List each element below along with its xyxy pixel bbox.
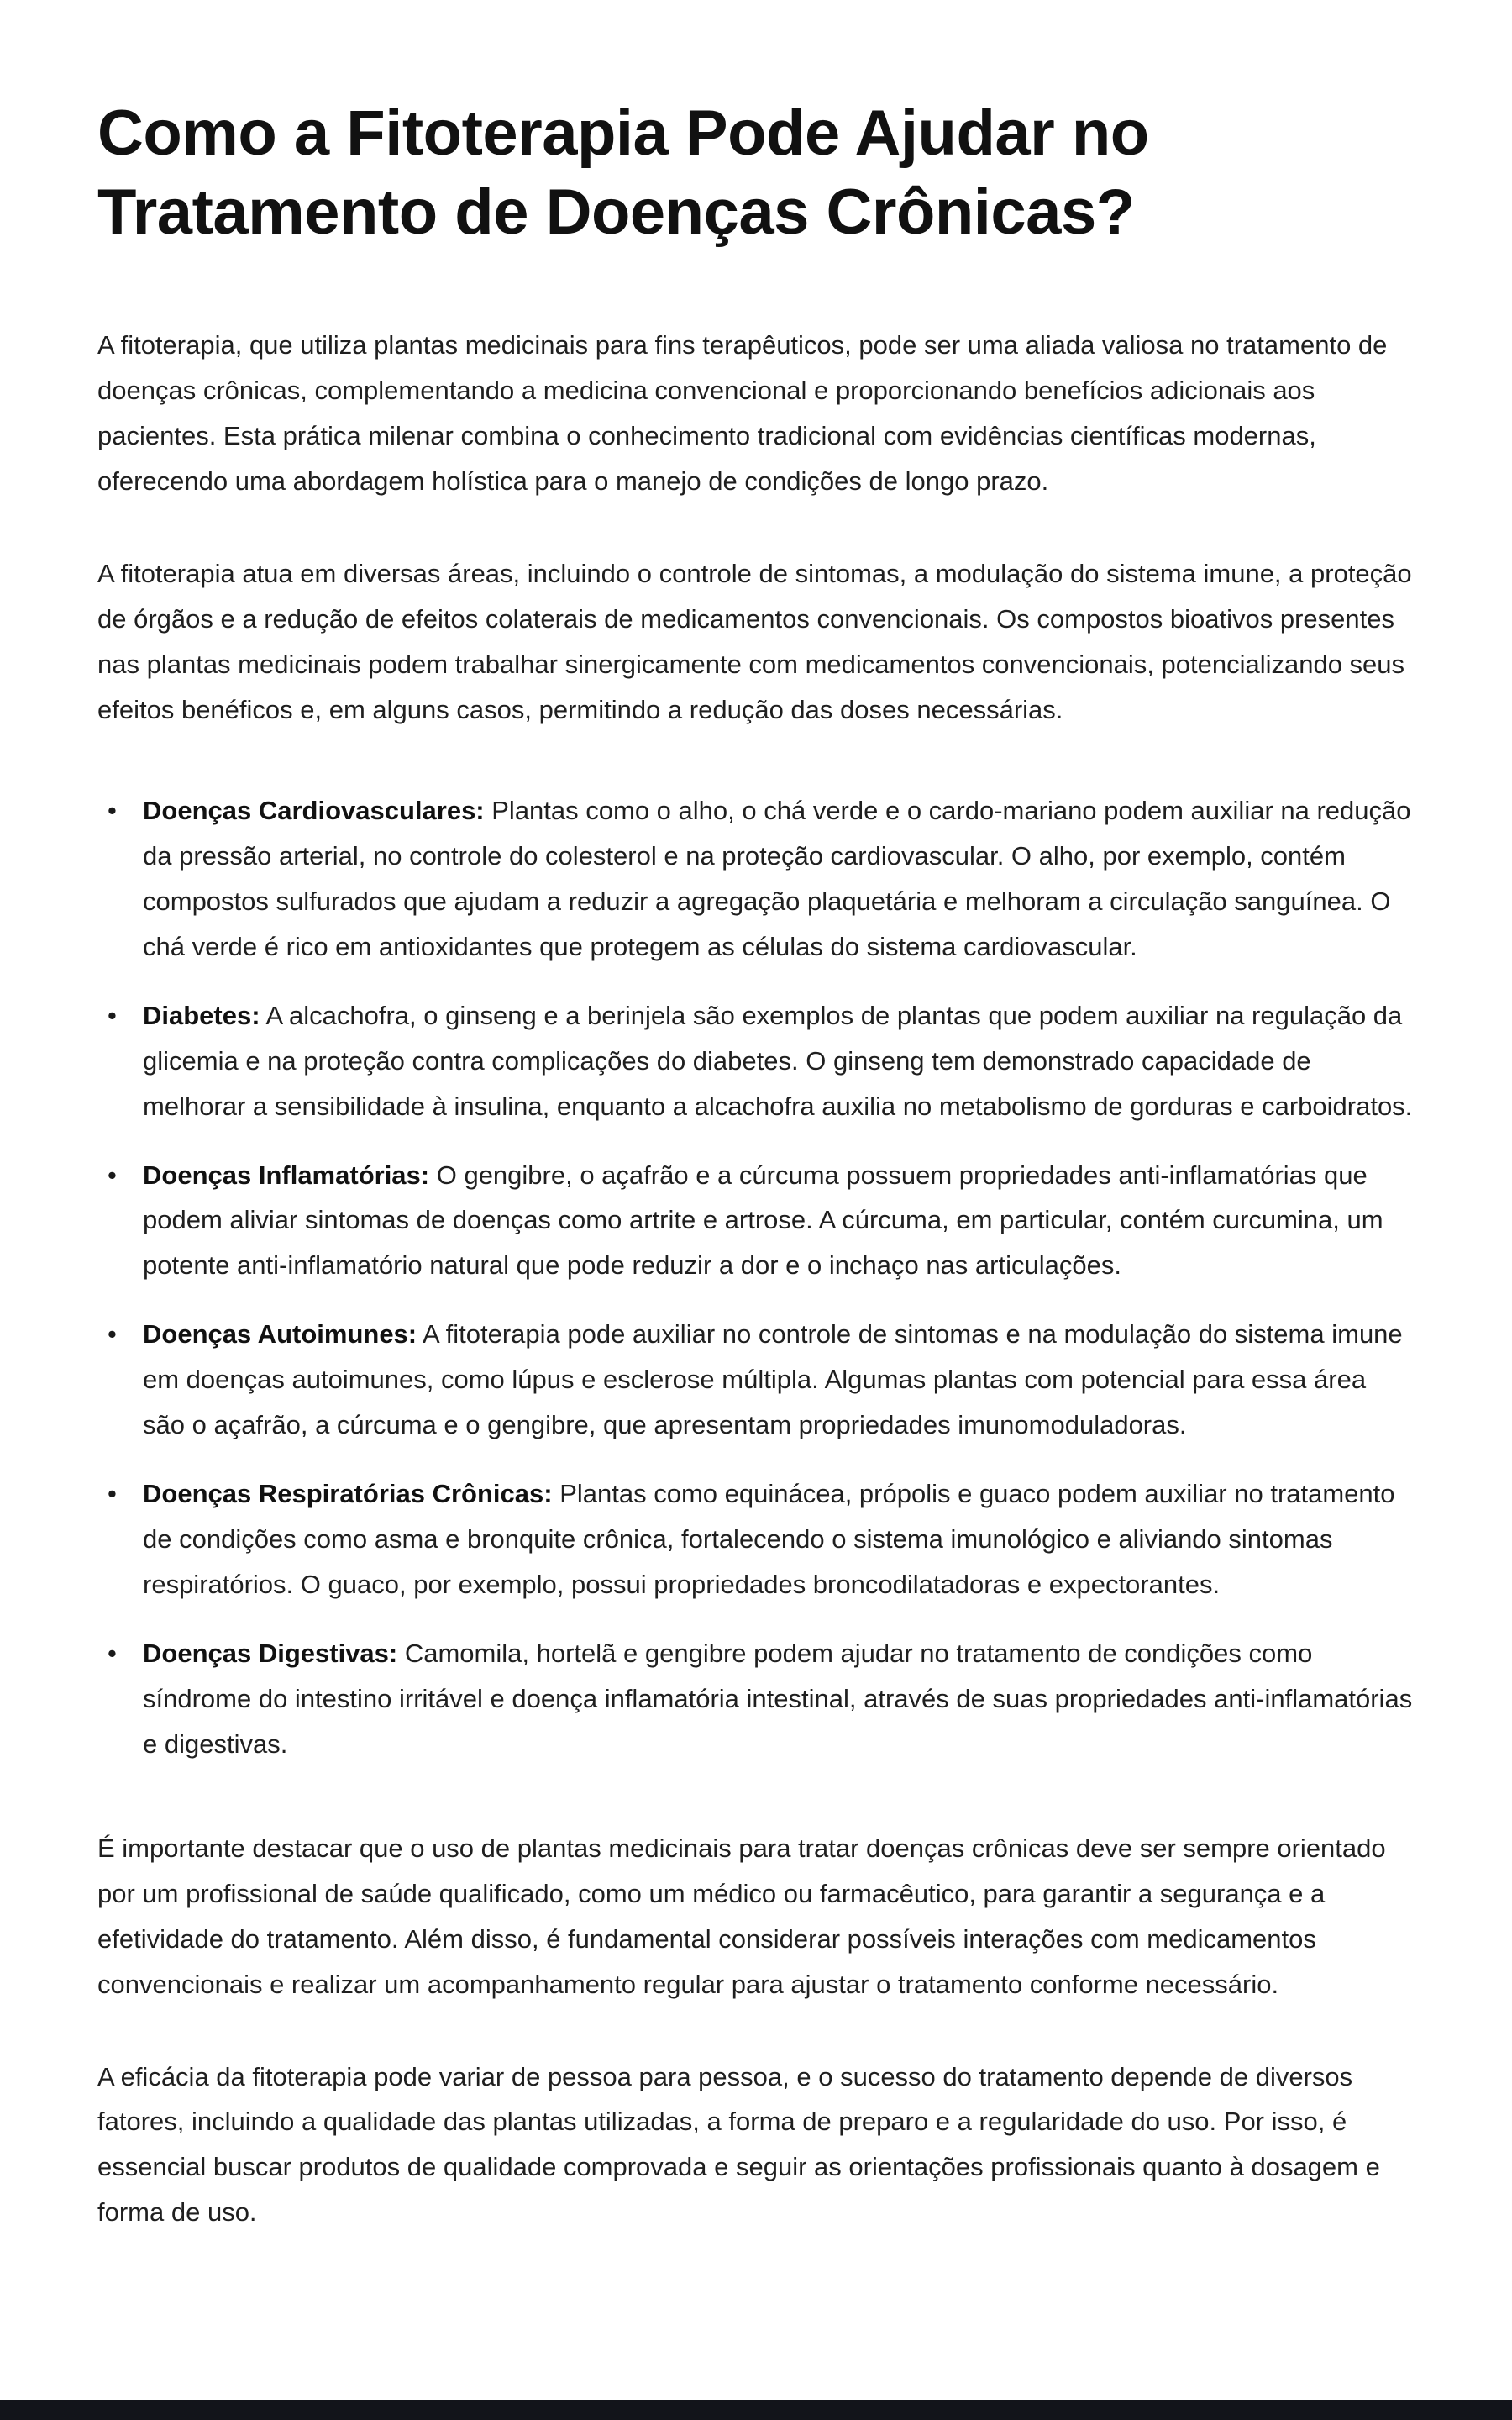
list-item-label: Doenças Respiratórias Crônicas: — [143, 1479, 553, 1509]
list-item — [97, 1631, 1415, 1767]
intro-paragraph: A fitoterapia atua em diversas áreas, incluindo o controle de sintomas, a modulação do sistema imune, a proteção de órgãos e a redução de efeitos colaterais de medicamentos convencionais. Os compostos bioativos presentes nas plantas medicinais podem trabalhar sinergicamente com medicamentos convencionais, potencializando seus efeitos benéficos e, em alguns casos, permitindo a redução das doses necessárias. — [97, 559, 1412, 725]
list-item-text: A fitoterapia pode auxiliar no controle de sintomas e na modulação do sistema imune em doenças autoimunes, como lúpus e esclerose múltipla. Algumas plantas com potencial para essa área são o açafrão, a cúrcuma e o gengibre, que apresentam propriedades imunomoduladoras. — [143, 1319, 1403, 1440]
intro-paragraph: A fitoterapia, que utiliza plantas medicinais para fins terapêuticos, pode ser uma aliada valiosa no tratamento de doenças crônicas, complementando a medicina convencional e proporcionando benefícios adicionais aos pacientes. Esta prática milenar combina o conhecimento tradicional com evidências científicas modernas, oferecendo uma abordagem holística para o manejo de condições de longo prazo. — [97, 330, 1388, 497]
list-item-label: Doenças Inflamatórias: — [143, 1160, 430, 1190]
list-item — [97, 1471, 1415, 1607]
footer-bar — [0, 2400, 1512, 2420]
list-item-label: Doenças Autoimunes: — [143, 1319, 417, 1349]
benefits-list — [97, 788, 1415, 1767]
list-item — [97, 993, 1415, 1129]
list-item — [97, 1312, 1415, 1448]
list-item-text: Camomila, hortelã e gengibre podem ajudar no tratamento de condições como síndrome do intestino irritável e doença inflamatória intestinal, através de suas propriedades anti-inflamatórias e digestivas. — [143, 1638, 1413, 1759]
list-item-text: A alcachofra, o ginseng e a berinjela são exemplos de plantas que podem auxiliar na regulação da glicemia e na proteção contra complicações do diabetes. O ginseng tem demonstrado capacidade de melhorar a sensibilidade à insulina, enquanto a alcachofra auxilia no metabolismo de gorduras e carboidratos. — [143, 1000, 1413, 1121]
list-item-text: Plantas como equinácea, própolis e guaco podem auxiliar no tratamento de condições como asma e bronquite crônica, fortalecendo o sistema imunológico e aliviando sintomas respiratórios. O guaco, por exemplo, possui propriedades broncodilatadoras e expectorantes. — [143, 1479, 1395, 1600]
page-title: Como a Fitoterapia Pode Ajudar no Tratamento de Doenças Crônicas? — [97, 97, 1149, 249]
list-item-text: O gengibre, o açafrão e a cúrcuma possuem propriedades anti-inflamatórias que podem aliviar sintomas de doenças como artrite e artrose. A cúrcuma, em particular, contém curcumina, um potente anti-inflamatório natural que pode reduzir a dor e o inchaço nas articulações. — [143, 1160, 1383, 1281]
closing-paragraph: A eficácia da fitoterapia pode variar de pessoa para pessoa, e o sucesso do tratamento depende de diversos fatores, incluindo a qualidade das plantas utilizadas, a forma de preparo e a regularidade do uso. Por isso, é essencial buscar produtos de qualidade comprovada e seguir as orientações profissionais quanto à dosagem e forma de uso. — [97, 2061, 1380, 2228]
list-item-label: Doenças Cardiovasculares: — [143, 795, 485, 825]
list-item-label: Doenças Digestivas: — [143, 1638, 398, 1668]
list-item-label: Diabetes: — [143, 1000, 260, 1030]
list-item — [97, 1153, 1415, 1289]
list-item-text: Plantas como o alho, o chá verde e o cardo-mariano podem auxiliar na redução da pressão arterial, no controle do colesterol e na proteção cardiovascular. O alho, por exemplo, contém compostos sulfurados que ajudam a reduzir a agregação plaquetária e melhoram a circulação sanguínea. O chá verde é rico em antioxidantes que protegem as células do sistema cardiovascular. — [143, 795, 1411, 961]
list-item — [97, 788, 1415, 970]
closing-paragraph: É importante destacar que o uso de plantas medicinais para tratar doenças crônicas deve ser sempre orientado por um profissional de saúde qualificado, como um médico ou farmacêutico, para garantir a segurança e a efetividade do tratamento. Além disso, é fundamental considerar possíveis interações com medicamentos convencionais e realizar um acompanhamento regular para ajustar o tratamento conforme necessário. — [97, 1833, 1386, 1999]
